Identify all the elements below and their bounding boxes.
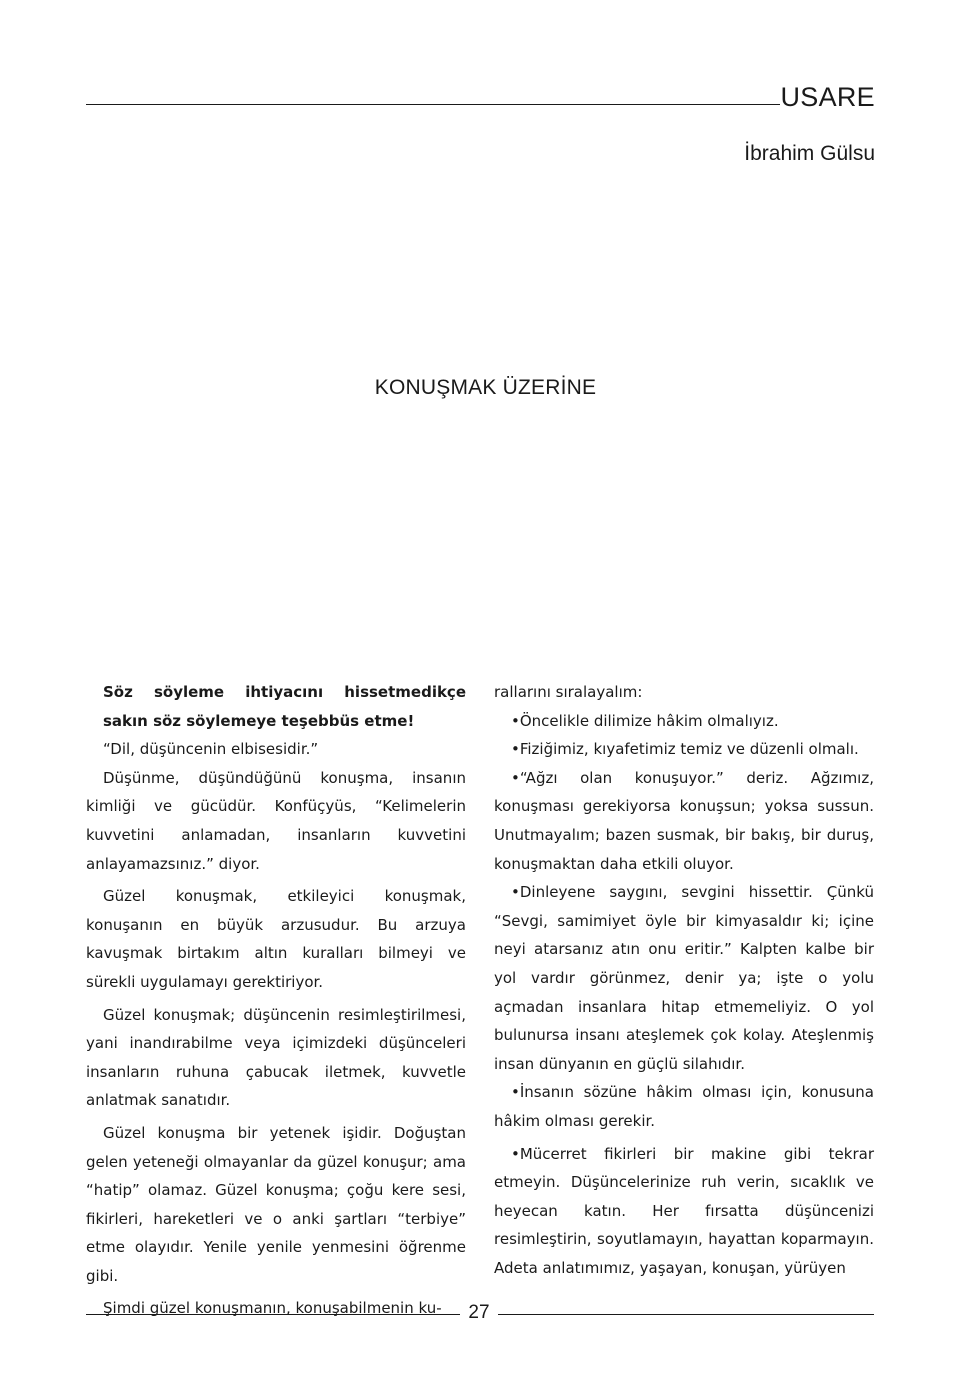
header-rule: [86, 104, 780, 105]
paragraph: Şimdi güzel konuşmanın, konuşabilmenin ku-: [103, 1299, 442, 1318]
epigraph: Söz söyleme ihtiyacını hissetmedikçe sakın söz söylemeye teşebbüs etme!: [103, 683, 466, 730]
list-item: •İnsanın sözüne hâkim olması için, konusuna hâkim olması gerekir.: [494, 1083, 874, 1130]
left-column: [86, 678, 466, 1323]
author-name: İbrahim Gülsu: [744, 142, 875, 165]
paragraph: Düşünme, düşündüğünü konuşma, insanın kimliği ve gücüdür. Konfüçyüs, “Kelimelerin kuvvetini anlamadan, insanların kuvvetini anlayamazsınız.” diyor.: [86, 768, 466, 873]
article-title: KONUŞMAK ÜZERİNE: [374, 376, 597, 399]
list-item: •Mücerret fikirleri bir makine gibi tekrar etmeyin. Düşüncelerinize ruh verin, sıcaklık ve heyecan katın. Her fırsatta düşüncenizi resimleştirin, soyutlamayın, hayattan koparmayın. Adeta anlatımımız, yaşayan, konuşan, yürüyen: [494, 1144, 874, 1277]
list-item: •Öncelikle dilimize hâkim olmalıyız.: [511, 711, 779, 730]
paragraph: “Dil, düşüncenin elbisesidir.”: [103, 740, 319, 759]
footer-rule-right: [498, 1314, 874, 1315]
page-number: 27: [468, 1302, 490, 1323]
list-item: •“Ağzı olan konuşuyor.” deriz. Ağzımız, konuşması gerekiyorsa konuşsun; yoksa sussun. Unutmayalım; bazen susmak, bir bakış, bir duruş, konuşmaktan daha etkili oluyor.: [494, 768, 874, 873]
paragraph: rallarını sıralayalım:: [494, 683, 643, 701]
footer-rule-left: [86, 1314, 460, 1315]
paragraph: Güzel konuşmak; düşüncenin resimleştirilmesi, yani inandırabilme veya içimizdeki düşünceleri insanların ruhuna çabucak iletmek, kuvvetle anlatmak sanatıdır.: [86, 1005, 466, 1110]
list-item: •Dinleyene saygını, sevgini hissettir. Çünkü “Sevgi, samimiyet öyle bir kimyasaldır ki; içine neyi atarsanız atın onu eritir.” Kalpten kalbe bir yol vardır görünmez, denir ya; işte o yolu açmadan insanlara hitap etmemeliyiz. O yol bulunursa insanı ateşlemek çok kolay. Ateşlenmiş insan dünyanın en güçlü silahıdır.: [494, 883, 874, 1073]
journal-title: USARE: [780, 82, 875, 112]
paragraph: Güzel konuşmak, etkileyici konuşmak, konuşanın en büyük arzusudur. Bu arzuya kavuşmak birtakım altın kuralları bilmeyi ve sürekli uygulamayı gerektiriyor.: [86, 887, 466, 991]
list-item: •Fiziğimiz, kıyafetimiz temiz ve düzenli olmalı.: [511, 740, 859, 759]
paragraph: Güzel konuşma bir yetenek işidir. Doğuştan gelen yeteneği olmayanlar da güzel konuşur; ama “hatip” olamaz. Güzel konuşma; çoğu kere sesi, fikirleri, hareketleri ve o anki şartları “terbiye” etme olayıdır. Yenile yenile yenmesini öğrenme gibi.: [86, 1123, 466, 1285]
right-column: [494, 678, 874, 1282]
